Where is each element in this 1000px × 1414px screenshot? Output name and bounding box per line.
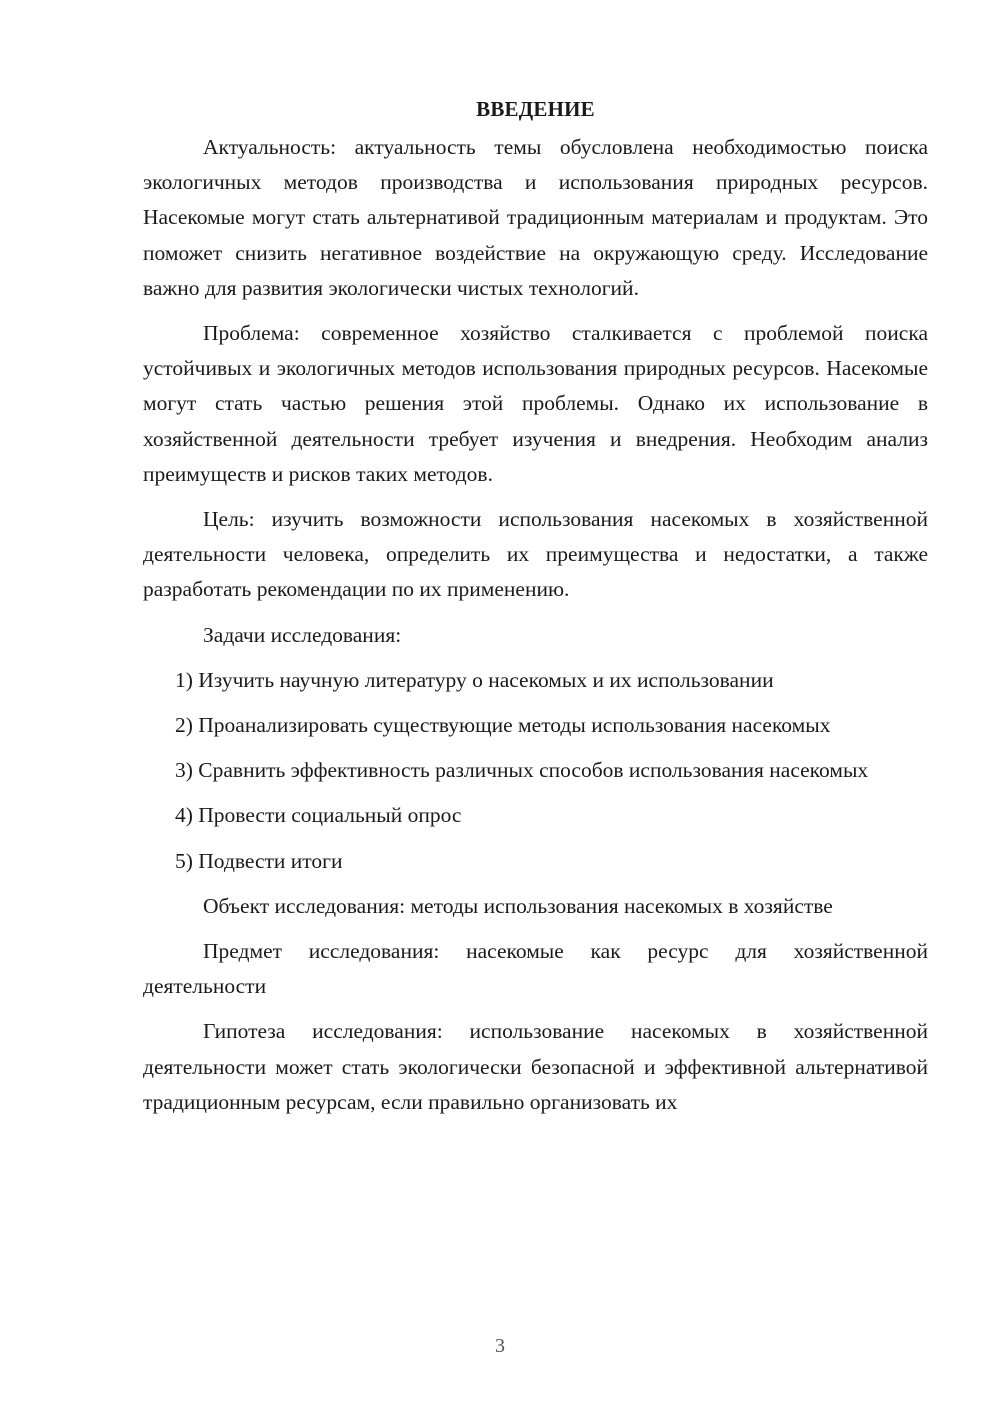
goal-paragraph: Цель: изучить возможности использования насекомых в хозяйственной деятельности человека, определить их преимущества и недостатки, а также разработать рекомендации по их применению. xyxy=(143,507,928,602)
subject-paragraph: Предмет исследования: насекомые как ресурс для хозяйственной деятельности xyxy=(143,939,928,999)
document-page xyxy=(143,94,928,1130)
task-item-1: 1) Изучить научную литературу о насекомых и их использовании xyxy=(175,667,774,692)
task-item-3: 3) Сравнить эффективность различных способов использования насекомых xyxy=(175,758,869,783)
page-number: 3 xyxy=(495,1335,505,1357)
hypothesis-paragraph: Гипотеза исследования: использование насекомых в хозяйственной деятельности может стать экологически безопасной и эффективной альтернативой традиционным ресурсам, если правильно организовать их xyxy=(143,1019,928,1114)
section-heading: ВВЕДЕНИЕ xyxy=(476,97,595,121)
relevance-paragraph: Актуальность: актуальность темы обусловлена необходимостью поиска экологичных методов производства и использования природных ресурсов. Насекомые могут стать альтернативой традиционным материалам и продуктам. Это поможет снизить негативное воздействие на окружающую среду. Исследование важно для развития экологически чистых технологий. xyxy=(143,135,928,300)
task-item-4: 4) Провести социальный опрос xyxy=(175,803,462,828)
problem-paragraph: Проблема: современное хозяйство сталкивается с проблемой поиска устойчивых и экологичных методов использования природных ресурсов. Насекомые могут стать частью решения этой проблемы. Однако их использование в хозяйственной деятельности требует изучения и внедрения. Необходим анализ преимуществ и рисков таких методов. xyxy=(143,321,928,486)
task-item-5: 5) Подвести итоги xyxy=(175,848,343,873)
object-paragraph: Объект исследования: методы использования насекомых в хозяйстве xyxy=(203,893,833,918)
task-item-2: 2) Проанализировать существующие методы использования насекомых xyxy=(175,713,831,738)
tasks-title: Задачи исследования: xyxy=(203,622,402,647)
